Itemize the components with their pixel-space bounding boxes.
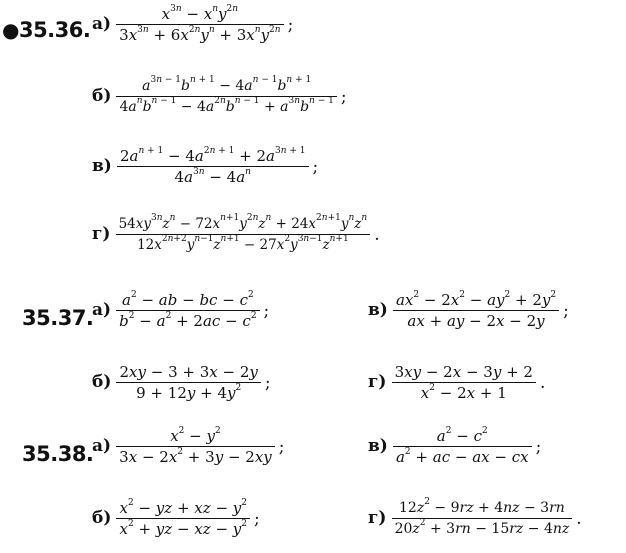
item-label: а) — [92, 300, 112, 321]
problem-35-38-a: а) $\frac{x^2 - y^2}{3x - 2x^2 + 3y - 2xy}$ ; — [92, 426, 285, 467]
problem-35-37-b: б) $\frac{2xy - 3 + 3x - 2y}{9 + 12y + 4y^2}$ ; — [92, 363, 271, 403]
problem-35-36-a: а) $\frac{x^{3n} - x^ny^{2n}}{3x^{3n} + 6x^{2n}y^n + 3x^ny^{2n}}$ ; — [92, 4, 294, 45]
item-label: в) — [92, 156, 112, 177]
problem-35-37-g: г) $\frac{3xy - 2x - 3y + 2}{x^2 - 2x + 1}$ . — [368, 363, 546, 403]
problem-35-36-v: в) $\frac{2a^{n + 1} - 4a^{2n + 1} + 2a^{3n + 1}}{4a^{3n} - 4a^n}$ ; — [92, 146, 319, 187]
fraction: $\frac{12z^2 - 9rz + 4nz - 3rn}{20z^2 + 3rn - 15rz - 4nz}$ — [392, 498, 573, 539]
problem-35-36-b: б) $\frac{a^{3n - 1}b^{n + 1} - 4a^{n - 1}b^{n + 1}}{4a^nb^{n - 1} - 4a^{2n}b^{n - 1} + a^{3n}b^{n - 1}}$ ; — [92, 75, 347, 116]
fraction: $\frac{x^{3n} - x^ny^{2n}}{3x^{3n} + 6x^{2n}y^n + 3x^ny^{2n}}$ — [116, 4, 283, 45]
item-label: а) — [92, 14, 112, 35]
item-label: г) — [368, 372, 387, 393]
fraction: $\frac{a^2 - ab - bc - c^2}{b^2 - a^2 + 2ac - c^2}$ — [116, 290, 259, 331]
fraction: $\frac{x^2 - yz + xz - y^2}{x^2 + yz - xz - y^2}$ — [116, 498, 250, 539]
fraction: $\frac{x^2 - y^2}{3x - 2x^2 + 3y - 2xy}$ — [116, 426, 275, 467]
problem-35-38-b: б) $\frac{x^2 - yz + xz - y^2}{x^2 + yz - xz - y^2}$ ; — [92, 498, 260, 539]
problem-35-37-a: а) $\frac{a^2 - ab - bc - c^2}{b^2 - a^2 + 2ac - c^2}$ ; — [92, 290, 270, 331]
item-label: а) — [92, 436, 112, 457]
item-label: б) — [92, 86, 112, 107]
item-label: г) — [368, 508, 387, 529]
item-label: г) — [92, 224, 111, 245]
problem-number-35-38: 35.38. — [22, 442, 94, 466]
problem-35-38-v: в) $\frac{a^2 - c^2}{a^2 + ac - ax - cx}$ ; — [368, 426, 542, 467]
fraction: $\frac{2xy - 3 + 3x - 2y}{9 + 12y + 4y^2}$ — [116, 362, 260, 403]
problem-number-35-37: 35.37. — [22, 306, 94, 330]
fraction: $\frac{54xy^{3n}z^n - 72x^{n+1}y^{2n}z^n + 24x^{2n+1}y^nz^n}{12x^{2n+2}y^{n-1}z^{n+1} - 27x^2y^{3n-1}z^{n+1}}$ — [116, 214, 371, 255]
fraction: $\frac{a^2 - c^2}{a^2 + ac - ax - cx}$ — [393, 426, 532, 467]
problem-35-36-g: г) $\frac{54xy^{3n}z^n - 72x^{n+1}y^{2n}z^n + 24x^{2n+1}y^nz^n}{12x^{2n+2}y^{n-1}z^{n+1} - 27x^2y^{3n-1}z^{n+1}}$ . — [92, 213, 380, 254]
item-label: б) — [92, 372, 112, 393]
fraction: $\frac{2a^{n + 1} - 4a^{2n + 1} + 2a^{3n + 1}}{4a^{3n} - 4a^n}$ — [117, 146, 309, 187]
fraction: $\frac{a^{3n - 1}b^{n + 1} - 4a^{n - 1}b^{n + 1}}{4a^nb^{n - 1} - 4a^{2n}b^{n - 1} + a^{3n}b^{n - 1}}$ — [116, 76, 336, 117]
fraction: $\frac{3xy - 2x - 3y + 2}{x^2 - 2x + 1}$ — [392, 362, 536, 403]
problem-35-37-v: в) $\frac{ax^2 - 2x^2 - ay^2 + 2y^2}{ax + ay - 2x - 2y}$ ; — [368, 290, 569, 331]
item-label: в) — [368, 436, 388, 457]
fraction: $\frac{ax^2 - 2x^2 - ay^2 + 2y^2}{ax + ay - 2x - 2y}$ — [393, 290, 559, 331]
item-label: в) — [368, 300, 388, 321]
problem-35-38-g: г) $\frac{12z^2 - 9rz + 4nz - 3rn}{20z^2 + 3rn - 15rz - 4nz}$ . — [368, 497, 582, 538]
difficulty-bullet: ● — [2, 18, 19, 42]
problem-number-35-36: ●35.36. — [2, 18, 91, 42]
item-label: б) — [92, 508, 112, 529]
